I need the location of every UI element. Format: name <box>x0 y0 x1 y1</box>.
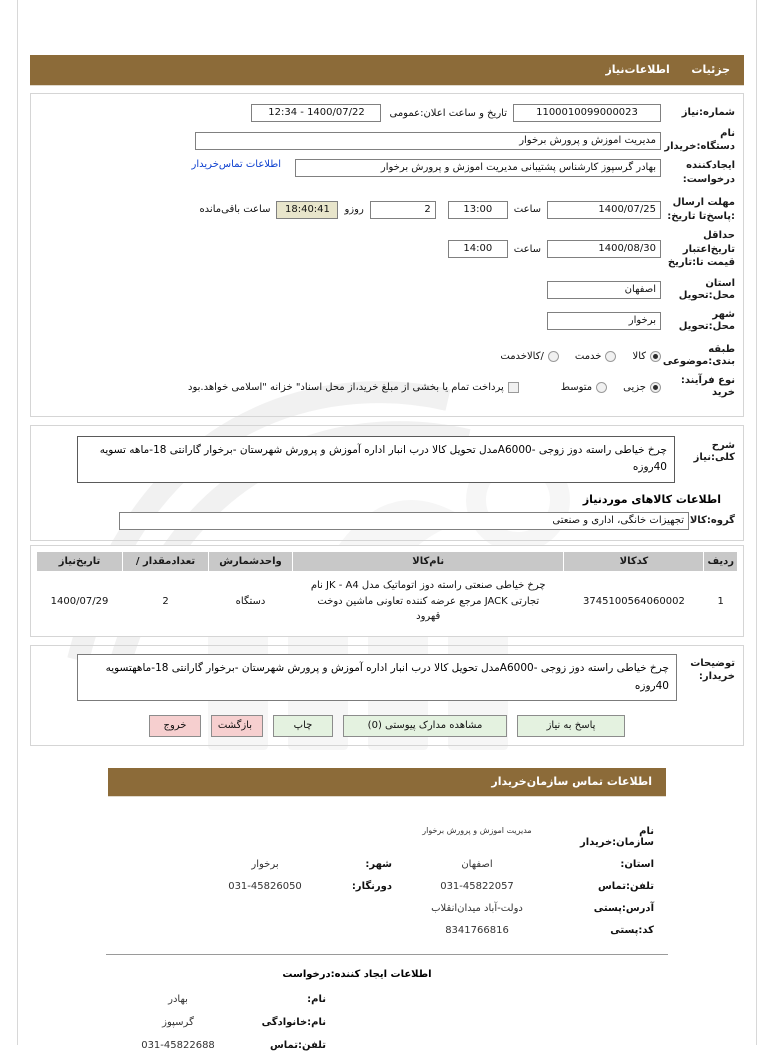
process-type-row <box>39 375 735 400</box>
validity-row <box>39 229 735 270</box>
process-option-minor-label: جزیی <box>623 381 646 393</box>
col-unit: واحدشمارش <box>209 552 293 572</box>
buyer-notes-text: چرخ خیاطی راسته دوز زوجی -A6000مدل تحویل کالا درب انبار اداره آموزش و پرورش شهرستان -برخوار گارانتی 18-ماههتسویه 40روزه <box>77 654 677 702</box>
classification-row <box>39 344 735 369</box>
buyer-notes-panel <box>30 645 744 747</box>
treasury-bond-label: پرداخت تمام یا بخشی از مبلغ خرید،از محل اسناد" خزانه "اسلامی خواهد.بود <box>188 381 504 393</box>
cell-quantity: 2 <box>162 595 169 607</box>
contact-phone-label: تلفن:تماس <box>597 881 654 893</box>
page-container <box>17 0 757 1051</box>
goods-group-field[interactable]: تجهیزات خانگی، اداری و صنعتی <box>119 512 689 530</box>
goods-table-wrap <box>30 545 744 637</box>
contact-postal-value: 8341766816 <box>445 925 509 937</box>
classification-option-service-label: خدمت <box>574 350 602 362</box>
delivery-province-field[interactable]: اصفهان <box>547 281 661 299</box>
radio-icon[interactable] <box>596 382 607 393</box>
announce-label: تاریخ و ساعت اعلان:عمومی <box>389 107 507 119</box>
process-option-medium-label: متوسط <box>560 381 593 393</box>
checkbox-icon[interactable] <box>508 382 519 393</box>
col-index: ردیف <box>704 552 738 572</box>
contact-org-value: مدیریت اموزش و پرورش برخوار <box>422 826 532 836</box>
cell-name: چرخ خیاطی صنعتی راسته دوز اتوماتیک مدل JK - A4 نام تجارتی JACK مرجع عرضه کننده تعاونی ماشین دوخت قهرود <box>310 580 546 623</box>
classification-option-service[interactable] <box>575 351 617 362</box>
exit-button[interactable]: خروج <box>149 715 201 737</box>
need-info-panel <box>30 93 744 417</box>
classification-option-goods-service[interactable] <box>500 351 559 362</box>
col-quantity: تعداد‌مقدار / <box>123 552 209 572</box>
contact-postal-row <box>90 925 654 936</box>
contact-address-row <box>90 903 654 914</box>
remaining-days-label: روزو <box>344 204 364 215</box>
need-number-label: شماره:نیاز <box>681 106 735 118</box>
contact-postal-label: کد:پستی <box>610 925 654 937</box>
action-buttons-row <box>39 715 735 737</box>
contact-city-label: شهر: <box>365 859 392 871</box>
goods-table-head <box>37 552 738 572</box>
buyer-contact-info-link[interactable]: اطلاعات تماس‌خریدار <box>191 159 281 170</box>
contact-province-row <box>90 859 654 870</box>
need-summary-panel <box>30 425 744 542</box>
delivery-city-row <box>39 309 735 334</box>
contact-province-value: اصفهان <box>461 859 493 871</box>
requester-first-name-value: بهادر <box>168 994 188 1006</box>
contact-org-row <box>90 826 654 848</box>
requester-last-name-label: نام:خانوادگی <box>261 1017 326 1029</box>
delivery-city-field[interactable]: برخوار <box>547 312 661 330</box>
treasury-bond-checkbox-option[interactable] <box>188 382 519 393</box>
requester-section <box>18 969 756 1051</box>
need-summary-label: شرح کلی:نیاز <box>693 439 735 463</box>
cell-need-date: 1400/07/29 <box>50 595 109 607</box>
deadline-row <box>39 196 735 223</box>
buyer-notes-label: توضیحات خریدار: <box>690 657 735 683</box>
delivery-province-row <box>39 278 735 303</box>
contact-city-value: برخوار <box>251 859 279 871</box>
creator-label: ایجادکننده درخواست: <box>682 160 735 185</box>
contact-phone-value: 031-45822057 <box>440 881 514 893</box>
radio-icon[interactable] <box>548 351 559 362</box>
delivery-province-label: استان محل:تحویل <box>678 277 735 301</box>
requester-last-name-row <box>18 1017 756 1028</box>
goods-table <box>36 551 738 631</box>
contact-province-label: استان: <box>620 859 654 871</box>
delivery-city-label: شهر محل:تحویل <box>678 308 735 332</box>
top-spacer <box>18 0 756 55</box>
col-name: نام‌کالا <box>293 552 564 572</box>
cell-index: 1 <box>717 595 724 607</box>
section-divider <box>106 954 668 955</box>
classification-option-goods-label: کالا <box>632 350 646 362</box>
buyer-org-row <box>39 128 735 153</box>
buyer-notes-row <box>39 654 735 702</box>
requester-phone-value: 031-45822688 <box>141 1040 215 1051</box>
validity-date-field[interactable]: 1400/08/30 <box>547 240 661 258</box>
countdown-label: ساعت باقی‌مانده <box>199 204 271 215</box>
radio-icon[interactable] <box>650 382 661 393</box>
col-need-date: تاریخ‌نیاز <box>37 552 123 572</box>
process-option-minor[interactable] <box>623 382 661 393</box>
respond-to-need-button[interactable]: پاسخ به نیاز <box>517 715 625 737</box>
contact-phone-row <box>90 881 654 892</box>
goods-section-title: اطلاعات کالاهای موردنیاز <box>582 493 721 507</box>
cell-code: 3745100564060002 <box>583 595 685 607</box>
goods-group-row <box>39 512 735 530</box>
announce-datetime-field[interactable]: 1400/07/22 - 12:34 <box>251 104 381 122</box>
process-type-label: نوع فرآیند: خرید <box>680 374 735 398</box>
creator-row <box>39 159 735 186</box>
buyer-org-label: نام دستگاه:خریدار <box>664 128 735 152</box>
contact-org-label: نام سازمان:خریدار <box>580 826 654 849</box>
countdown-timer-field: 18:40:41 <box>276 201 338 219</box>
requester-phone-label: تلفن:تماس <box>269 1040 326 1051</box>
tab-need-info[interactable]: اطلاعات‌نیاز <box>605 63 670 76</box>
classification-option-goods[interactable] <box>632 351 661 362</box>
cell-unit: دستگاه <box>235 595 266 607</box>
need-summary-text: چرخ خیاطی راسته دوز زوجی -A6000مدل تحویل کالا درب انبار اداره آموزش و پرورش شهرستان -برخوار گارانتی 18-ماهه تسویه 40روزه <box>77 436 675 484</box>
contact-fax-label: دورنگار: <box>351 881 392 893</box>
deadline-date-field[interactable]: 1400/07/25 <box>547 201 661 219</box>
radio-icon[interactable] <box>605 351 616 362</box>
table-row <box>37 572 738 631</box>
requester-first-name-row <box>18 994 756 1005</box>
contact-bar-wrap <box>18 768 756 796</box>
classification-label: طبقه بندی:موضوعی <box>662 343 735 367</box>
contact-header-bar: اطلاعات تماس سازمان‌خریدار <box>108 768 666 796</box>
need-info-bar-wrap <box>18 55 756 85</box>
page-content <box>18 0 756 1051</box>
buyer-org-field[interactable]: مدیریت اموزش و پرورش برخوار <box>195 132 661 150</box>
view-attachments-button[interactable]: مشاهده مدارک پیوستی (0) <box>343 715 507 737</box>
contact-fax-value: 031-45826050 <box>228 881 302 893</box>
creator-field[interactable]: بهادر گرسپوز کارشناس پشتیبانی مدیریت اموزش و پرورش برخوار <box>295 159 661 177</box>
process-option-medium[interactable] <box>561 382 607 393</box>
back-button[interactable]: بازگشت <box>211 715 263 737</box>
buyer-contact-section <box>30 812 744 936</box>
validity-hour-field[interactable]: 14:00 <box>448 240 508 258</box>
requester-phone-row <box>18 1040 756 1051</box>
goods-group-label: گروه:کالا <box>689 514 735 526</box>
remaining-days-field[interactable]: 2 <box>370 201 436 219</box>
requester-section-title: اطلاعات ایجاد کننده:درخواست <box>282 969 432 981</box>
contact-address-value: دولت-آباد میدان‌انقلاب <box>431 903 523 915</box>
need-number-field[interactable]: 1100010099000023 <box>513 104 661 122</box>
print-button[interactable]: چاپ <box>273 715 333 737</box>
requester-first-name-label: نام: <box>307 994 326 1006</box>
need-number-row <box>39 104 735 122</box>
classification-option-goods-service-label: /کالاخدمت <box>500 350 544 362</box>
deadline-hour-field[interactable]: 13:00 <box>448 201 508 219</box>
need-info-header-bar <box>30 55 744 85</box>
col-code: کدکالا <box>564 552 704 572</box>
validity-label: حداقل تاریخ‌اعتبار قیمت تا:تاریخ <box>667 230 735 268</box>
goods-table-header-row <box>37 552 738 572</box>
deadline-hour-label: ساعت <box>513 204 541 215</box>
radio-icon[interactable] <box>650 351 661 362</box>
validity-hour-label: ساعت <box>513 243 541 255</box>
need-summary-row <box>39 436 735 484</box>
deadline-label: مهلت ارسال :پاسخ‌تا تاریخ: <box>667 197 735 222</box>
contact-address-label: آدرس:پستی <box>593 903 654 915</box>
goods-table-body <box>37 572 738 631</box>
tab-details[interactable]: جزئیات <box>691 63 730 76</box>
requester-last-name-value: گرسپوز <box>162 1017 194 1029</box>
